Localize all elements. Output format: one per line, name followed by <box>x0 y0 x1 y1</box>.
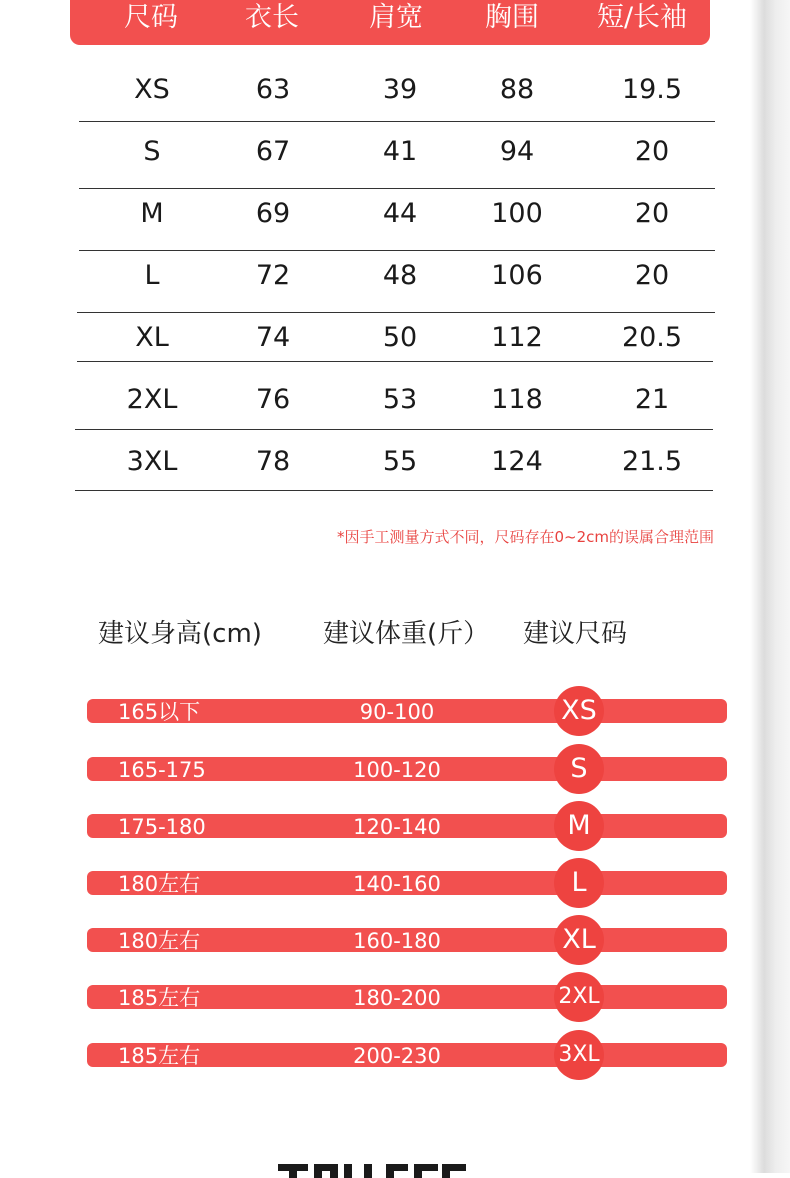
table-row <box>0 60 790 120</box>
cell-length: 74 <box>255 322 291 353</box>
cell-shoulder: 53 <box>382 384 418 415</box>
recommendation-row <box>87 757 727 781</box>
cell-shoulder: 41 <box>382 136 418 167</box>
cell-sleeve: 20 <box>634 260 670 291</box>
brand-logo-graphic <box>278 1158 478 1178</box>
recommendation-row <box>87 814 727 838</box>
rec-height: 185左右 <box>118 986 201 1010</box>
cell-shoulder: 44 <box>382 198 418 229</box>
rec-size-badge: 2XL <box>554 972 604 1022</box>
table-row <box>0 308 790 368</box>
size-table-header <box>70 0 710 45</box>
cell-shoulder: 48 <box>382 260 418 291</box>
cell-sleeve: 21 <box>634 384 670 415</box>
header-length: 衣长 <box>245 2 299 33</box>
measurement-note: *因手工测量方式不同，尺码存在0~2cm的误属合理范围 <box>336 528 714 546</box>
cell-size: S <box>143 136 161 167</box>
recommendation-row <box>87 928 727 952</box>
rec-size-badge: XL <box>554 915 604 965</box>
rec-size-badge: M <box>554 801 604 851</box>
cell-length: 63 <box>255 74 291 105</box>
cell-sleeve: 21.5 <box>621 446 683 477</box>
rec-size-badge: L <box>554 858 604 908</box>
cell-size: L <box>144 260 160 291</box>
cell-length: 72 <box>255 260 291 291</box>
cell-size: M <box>140 198 164 229</box>
rec-header-height: 建议身高(cm) <box>98 619 262 649</box>
header-shoulder: 肩宽 <box>369 2 423 33</box>
rec-height: 180左右 <box>118 872 201 896</box>
row-divider <box>77 361 713 362</box>
rec-weight: 140-160 <box>353 872 441 896</box>
cell-length: 78 <box>255 446 291 477</box>
table-row <box>0 432 790 492</box>
rec-size-badge: XS <box>554 686 604 736</box>
recommendation-row <box>87 1043 727 1067</box>
rec-size-badge: S <box>554 744 604 794</box>
cell-size: XL <box>135 322 169 353</box>
cell-length: 76 <box>255 384 291 415</box>
rec-height: 185左右 <box>118 1044 201 1068</box>
cell-length: 67 <box>255 136 291 167</box>
rec-weight: 100-120 <box>353 758 441 782</box>
rec-height: 175-180 <box>118 815 206 839</box>
recommendation-row <box>87 699 727 723</box>
cell-chest: 124 <box>491 446 543 477</box>
table-row <box>0 370 790 430</box>
cell-sleeve: 19.5 <box>621 74 683 105</box>
table-row <box>0 246 790 306</box>
cell-chest: 112 <box>491 322 543 353</box>
brand-logo <box>278 1158 478 1178</box>
cell-length: 69 <box>255 198 291 229</box>
cell-sleeve: 20 <box>634 198 670 229</box>
cell-chest: 94 <box>499 136 535 167</box>
row-divider <box>75 429 713 430</box>
cell-size: 2XL <box>126 384 178 415</box>
rec-height: 165以下 <box>118 700 201 724</box>
rec-weight: 160-180 <box>353 929 441 953</box>
cell-chest: 106 <box>491 260 543 291</box>
rec-weight: 180-200 <box>353 986 441 1010</box>
recommendation-row <box>87 985 727 1009</box>
rec-weight: 90-100 <box>359 700 435 724</box>
cell-sleeve: 20 <box>634 136 670 167</box>
rec-height: 165-175 <box>118 758 206 782</box>
cell-chest: 100 <box>491 198 543 229</box>
cell-sleeve: 20.5 <box>621 322 683 353</box>
cell-chest: 88 <box>499 74 535 105</box>
rec-header-size: 建议尺码 <box>523 619 628 649</box>
recommendation-row <box>87 871 727 895</box>
header-sleeve: 短/长袖 <box>596 2 688 33</box>
cell-shoulder: 50 <box>382 322 418 353</box>
cell-shoulder: 55 <box>382 446 418 477</box>
header-size: 尺码 <box>124 2 178 33</box>
rec-size-badge: 3XL <box>554 1030 604 1080</box>
row-divider <box>75 490 713 491</box>
cell-size: 3XL <box>126 446 178 477</box>
cell-size: XS <box>134 74 170 105</box>
rec-weight: 120-140 <box>353 815 441 839</box>
cell-chest: 118 <box>491 384 543 415</box>
rec-weight: 200-230 <box>353 1044 441 1068</box>
cell-shoulder: 39 <box>382 74 418 105</box>
rec-height: 180左右 <box>118 929 201 953</box>
table-row <box>0 122 790 182</box>
table-row <box>0 184 790 244</box>
rec-header-weight: 建议体重(斤） <box>323 619 490 649</box>
header-chest: 胸围 <box>485 2 539 33</box>
